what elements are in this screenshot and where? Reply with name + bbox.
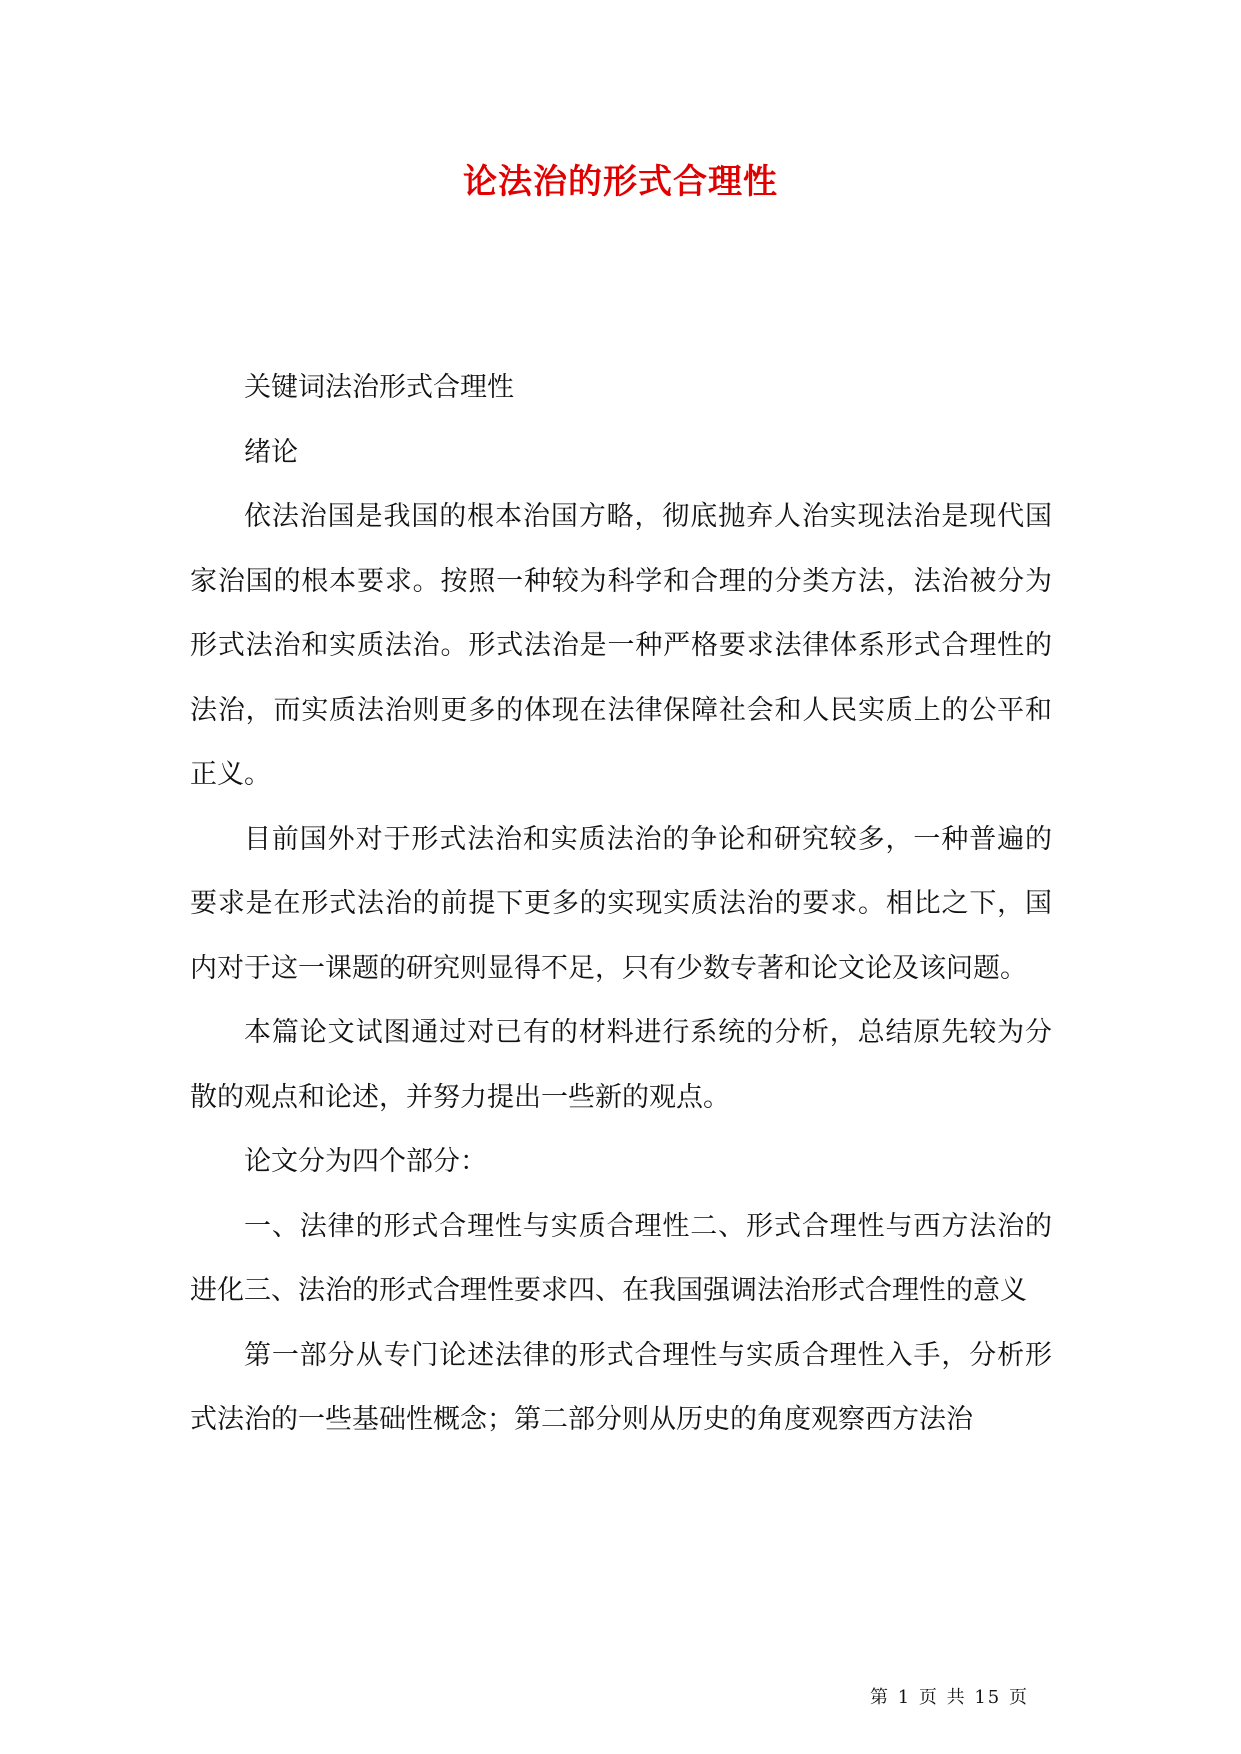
body-paragraph: 本篇论文试图通过对已有的材料进行系统的分析，总结原先较为分散的观点和论述，并努力提出一些新的观点。 [190,1017,1052,1113]
keywords-paragraph: 关键词法治形式合理性 [244,372,514,403]
document-body [190,356,1052,1453]
body-paragraph: 论文分为四个部分： [244,1146,487,1177]
body-paragraph: 依法治国是我国的根本治国方略，彻底抛弃人治实现法治是现代国家治国的根本要求。按照一种较为科学和合理的分类方法，法治被分为形式法治和实质法治。形式法治是一种严格要求法律体系形式合理性的法治，而实质法治则更多的体现在法律保障社会和人民实质上的公平和正义。 [190,501,1052,790]
document-title: 论法治的形式合理性 [463,162,778,202]
body-paragraph: 第一部分从专门论述法律的形式合理性与实质合理性入手，分析形式法治的一些基础性概念；第二部分则从历史的角度观察西方法治 [190,1339,1052,1435]
section-heading-introduction: 绪论 [244,436,298,468]
outline-paragraph: 一、法律的形式合理性与实质合理性二、形式合理性与西方法治的进化三、法治的形式合理性要求四、在我国强调法治形式合理性的意义 [190,1210,1052,1306]
page-number: 第 1 页 共 15 页 [870,1687,1029,1708]
body-paragraph: 目前国外对于形式法治和实质法治的争论和研究较多，一种普遍的要求是在形式法治的前提下更多的实现实质法治的要求。相比之下，国内对于这一课题的研究则显得不足，只有少数专著和论文论及该问题。 [190,823,1052,984]
